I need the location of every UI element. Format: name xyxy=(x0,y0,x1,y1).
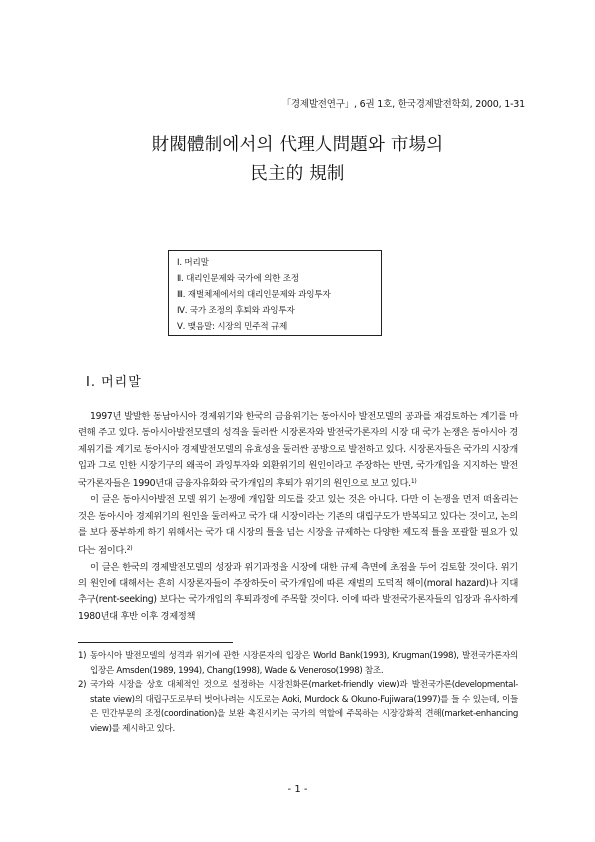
footnote-ref: 1) xyxy=(410,478,417,486)
footnote-ref: 2) xyxy=(126,545,133,553)
paragraph xyxy=(78,492,518,559)
paragraph-text: 이 글은 한국의 경제발전모델의 성장과 위기과정을 시장에 대한 규제 측면에 초점을 두어 검토할 것이다. 위기의 원인에 대해서는 흔히 시장론자들이 주장하듯이 국가개입에 따른 재벌의 도덕적 해이(moral hazard)나 지대추구(rent-seeking) 보다는 국가개입의 후퇴과정에 주목할 것이다. 이에 따라 발전국가론자들의 입장과 유사하게 1980년대 후반 이후 경제정책 xyxy=(78,561,518,622)
journal-citation: 「경제발전연구」, 6권 1호, 한국경제발전학회, 2000, 1-31 xyxy=(281,99,525,110)
section-heading: Ⅰ. 머리말 xyxy=(86,375,142,390)
paragraph-text: 이 글은 동아시아발전 모델 위기 논쟁에 개입할 의도를 갖고 있는 것은 아니다. 다만 이 논쟁을 먼저 떠올리는 것은 동아시아 경제위기의 원인을 둘러싸고 국가 대 시장이라는 기존의 대립구도가 반복되고 있다는 것이고, 논의를 보다 풍부하게 하기 위해서는 국가 대 시장의 틀을 넘는 시장을 규제하는 다양한 제도적 틀을 포괄할 필요가 있다는 점이다. xyxy=(78,494,518,557)
footnotes xyxy=(78,649,518,737)
toc-item: Ⅱ. 대리인문제와 국가에 의한 조정 xyxy=(177,274,300,284)
footnote-text: 동아시아 발전모델의 성격과 위기에 관한 시장론자의 입장은 World Bank(1993), Krugman(1998), 발전국가론자의 입장은 Amsden(1989, 1994), Chang(1998), Wade & Veneroso(1998) 참조. xyxy=(90,651,518,676)
footnote-number: 1) xyxy=(78,651,87,661)
toc-item: Ⅳ. 국가 조정의 후퇴와 과잉투자 xyxy=(177,306,295,316)
paper-title-line-1: 財閥體制에서의 代理人問題와 市場의 xyxy=(151,135,444,155)
paper-title-line-2: 民主的 規制 xyxy=(250,164,345,184)
footnote-number: 2) xyxy=(78,680,87,691)
footnote xyxy=(78,649,518,678)
footnote-divider xyxy=(78,642,233,643)
toc-item: Ⅰ. 머리말 xyxy=(177,258,209,268)
table-of-contents xyxy=(168,250,382,336)
body-text xyxy=(78,409,518,625)
paragraph xyxy=(78,409,518,492)
toc-item: Ⅴ. 맺음말: 시장의 민주적 규제 xyxy=(177,322,288,332)
paragraph-text: 1997년 발발한 동남아시아 경제위기와 한국의 금융위기는 동아시아 발전모델의 공과를 재검토하는 계기를 마련해 주고 있다. 동아시아발전모델의 성격을 둘러싼 시장론자와 발전국가론자의 시장 대 국가 논쟁은 동아시아 경제위기를 계기로 동아시아 경제발전모델의 유효성을 둘러싼 공방으로 발전하고 있다. 시장론자들은 국가의 시장개입과 그로 인한 시장기구의 왜곡이 과잉투자와 외환위기의 원인이라고 주장하는 반면, 국가개입을 지지하는 발전국가론자들은 1990년대 금융자유화와 국가개입의 후퇴가 위기의 원인으로 보고 있다. xyxy=(78,411,518,490)
paragraph xyxy=(78,560,518,625)
page-number: - 1 - xyxy=(287,784,308,795)
footnote-text: 국가와 시장을 상호 대체적인 것으로 설정하는 시장친화론(market-friendly view)과 발전국가론(developmental-state view)의 대립구도로부터 벗어나려는 시도로는 Aoki, Murdock & Okuno-Fujiwara(1997)를 들 수 있는데, 이들은 민간부문의 조정(coordination)을 보완 촉진시키는 국가의 역할에 주목하는 시장강화적 견해(market-enhancing view)를 제시하고 있다. xyxy=(90,680,518,734)
toc-item: Ⅲ. 재벌체제에서의 대리인문제와 과잉투자 xyxy=(177,290,331,300)
footnote xyxy=(78,678,518,736)
